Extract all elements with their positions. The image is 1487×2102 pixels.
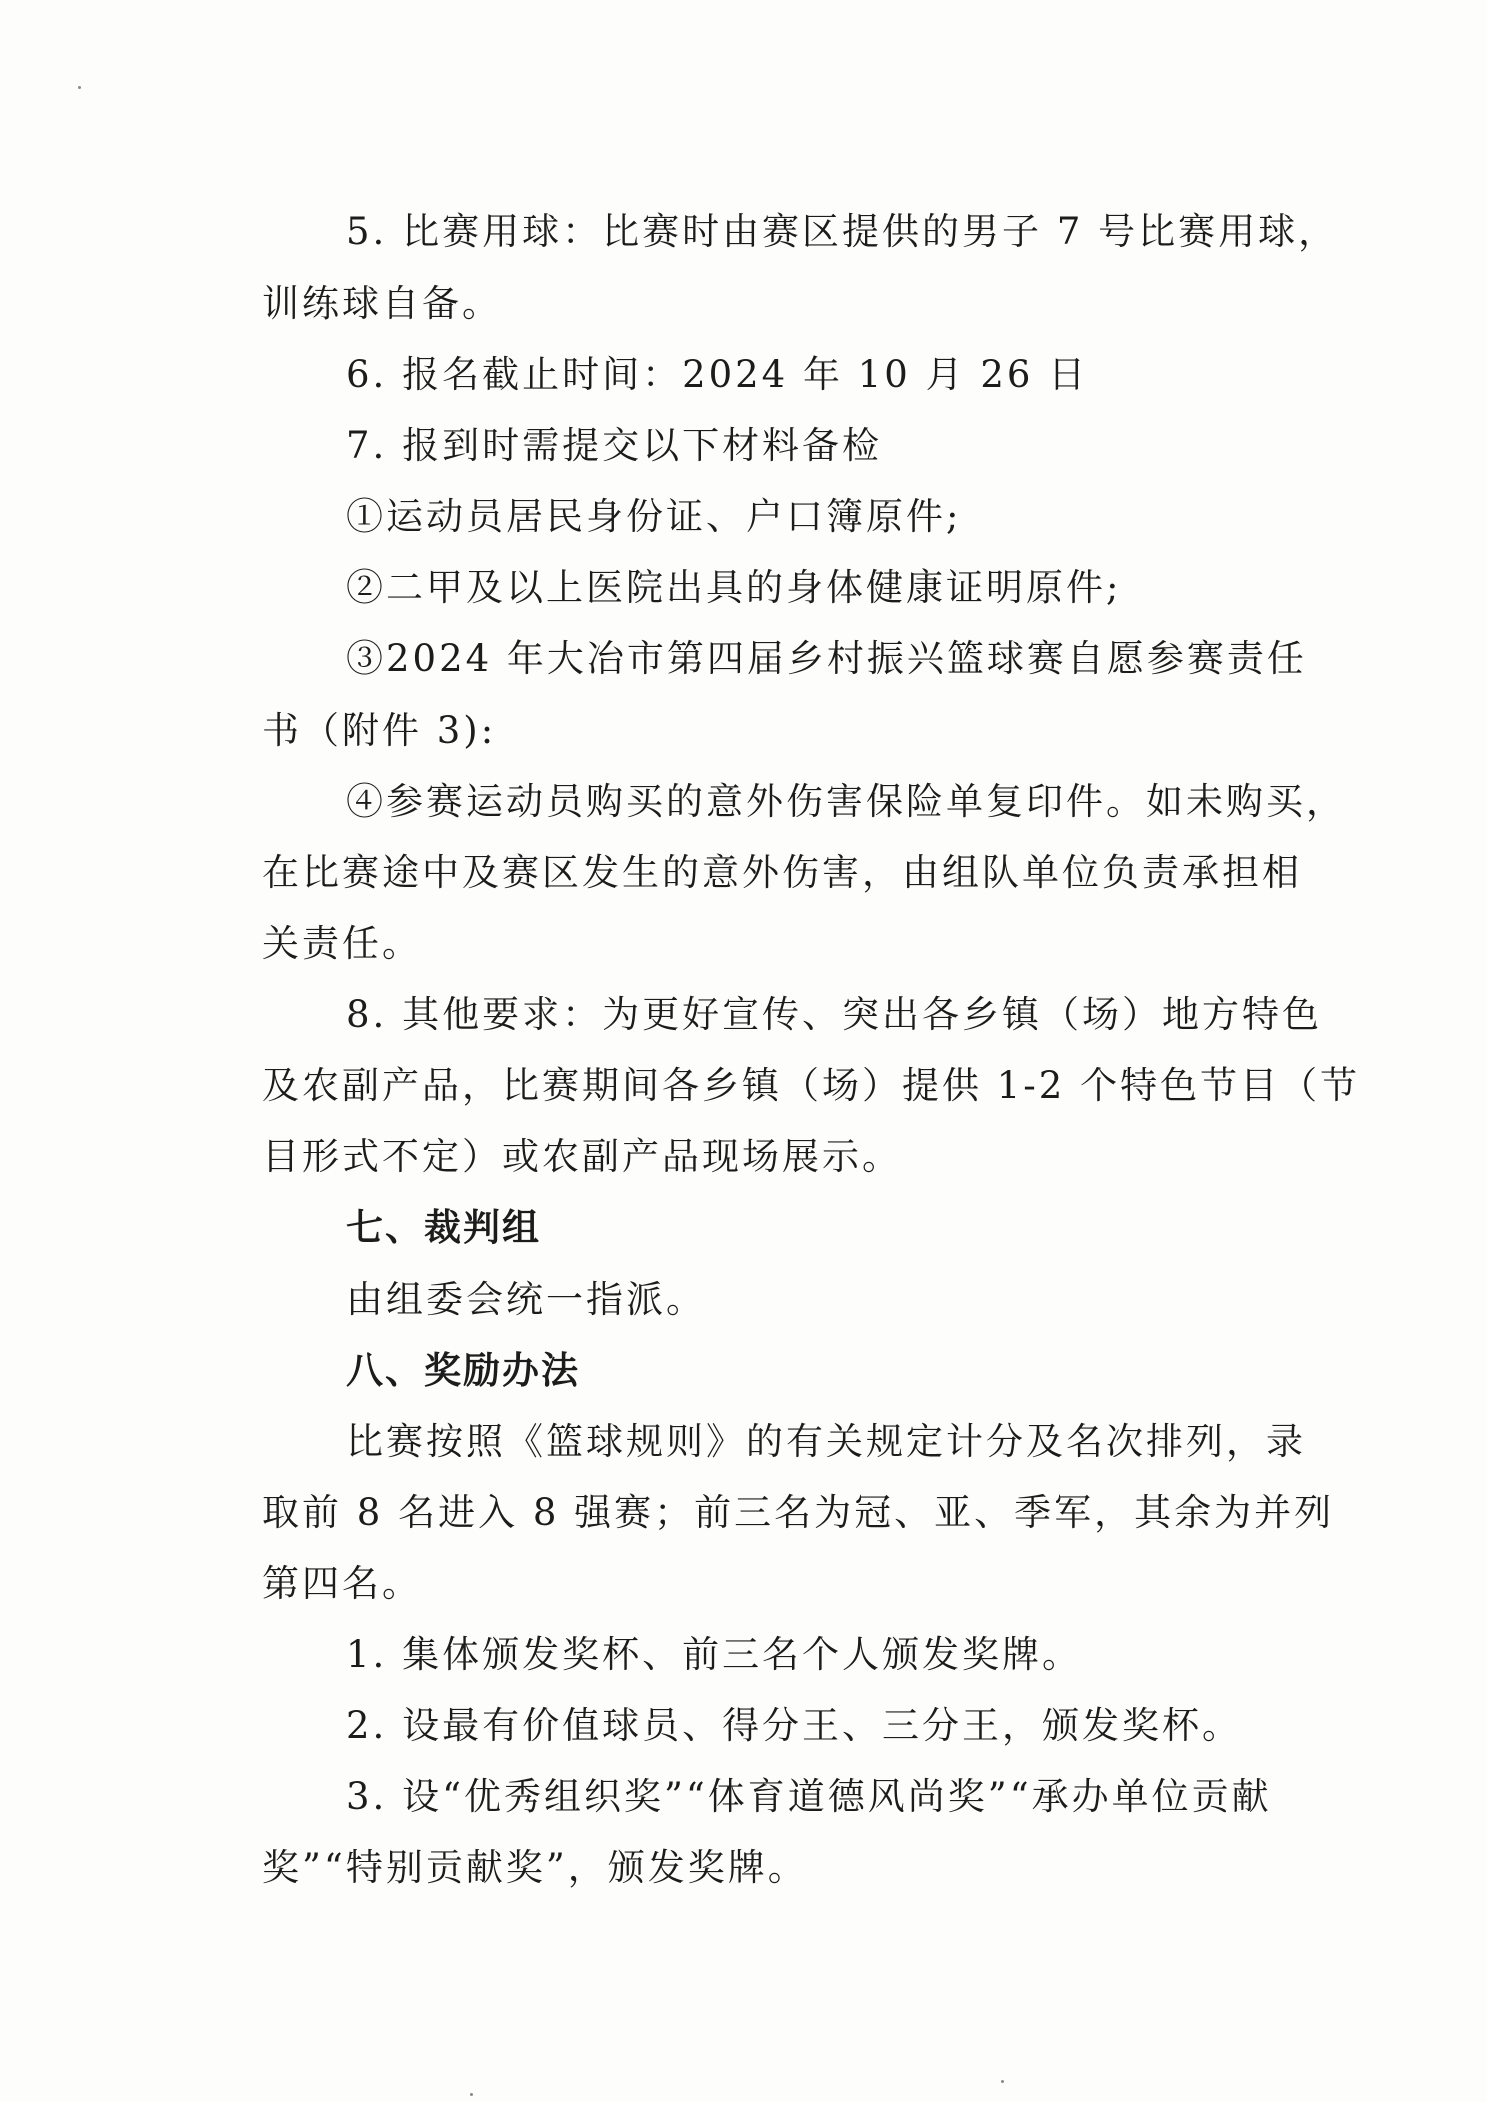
text-line: 8. 其他要求：为更好宣传、突出各乡镇（场）地方特色 (346, 993, 1323, 1036)
text-line: ①运动员居民身份证、户口簿原件; (346, 495, 962, 538)
text-line: 3. 设“优秀组织奖”“体育道德风尚奖”“承办单位贡献 (346, 1775, 1272, 1818)
text-line: 5. 比赛用球：比赛时由赛区提供的男子 7 号比赛用球， (346, 210, 1339, 253)
text-line: 奖”“特别贡献奖”，颁发奖牌。 (262, 1846, 808, 1889)
text-line: 书（附件 3): (262, 709, 497, 752)
text-line: ④参赛运动员购买的意外伤害保险单复印件。如未购买， (346, 780, 1346, 823)
text-line: 取前 8 名进入 8 强赛；前三名为冠、亚、季军，其余为并列 (262, 1491, 1335, 1534)
scan-speck (78, 86, 81, 89)
text-line: 1. 集体颁发奖杯、前三名个人颁发奖牌。 (346, 1633, 1083, 1676)
text-line: 第四名。 (262, 1562, 422, 1605)
text-line: 7. 报到时需提交以下材料备检 (346, 424, 883, 467)
text-line: 由组委会统一指派。 (346, 1278, 706, 1321)
text-line: 及农副产品，比赛期间各乡镇（场）提供 1-2 个特色节目（节 (262, 1064, 1361, 1107)
text-line: 关责任。 (262, 922, 422, 965)
text-line: ②二甲及以上医院出具的身体健康证明原件; (346, 566, 1122, 609)
scan-speck (470, 2093, 473, 2096)
text-line: 训练球自备。 (262, 282, 502, 325)
text-line: 在比赛途中及赛区发生的意外伤害，由组队单位负责承担相 (262, 851, 1302, 894)
text-line: 2. 设最有价值球员、得分王、三分王，颁发奖杯。 (346, 1704, 1243, 1747)
text-line: 目形式不定）或农副产品现场展示。 (262, 1135, 902, 1178)
section-heading: 七、裁判组 (346, 1206, 541, 1249)
scan-speck (1001, 2080, 1004, 2083)
text-line: 比赛按照《篮球规则》的有关规定计分及名次排列，录 (346, 1420, 1306, 1463)
text-line: ③2024 年大冶市第四届乡村振兴篮球赛自愿参赛责任 (346, 637, 1307, 680)
text-line: 6. 报名截止时间：2024 年 10 月 26 日 (346, 353, 1089, 396)
section-heading: 八、奖励办法 (346, 1349, 580, 1392)
